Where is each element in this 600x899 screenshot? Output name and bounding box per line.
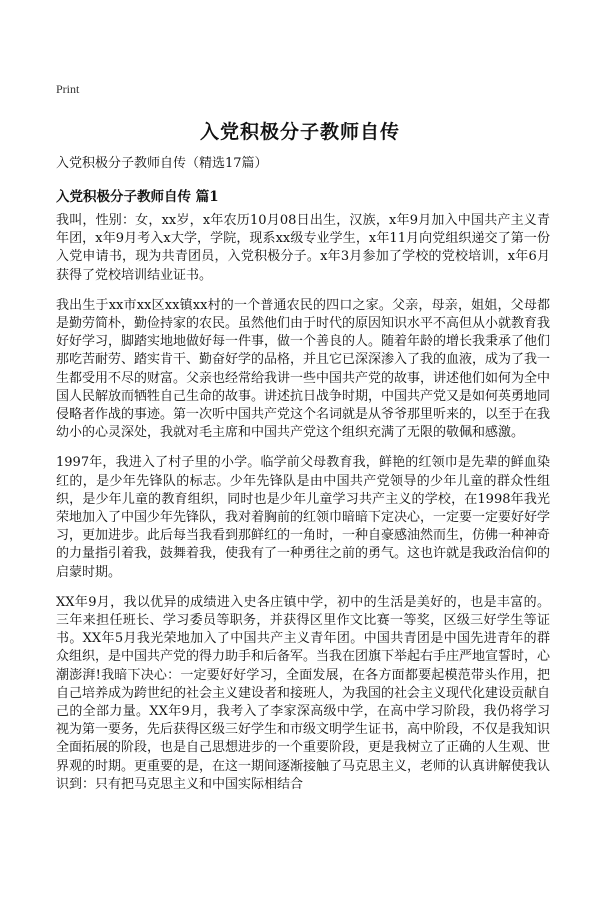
document-subtitle: 入党积极分子教师自传（精选17篇）	[56, 156, 268, 171]
paragraph-4: XX年9月，我以优异的成绩进入史各庄镇中学，初中的生活是美好的，也是丰富的。三年来担任班长、学习委员等职务，并获得区里作文比赛一等奖，区级三好学生等证书。XX年5月我光荣地加入了中国共产主义青年团。中国共青团是中国先进青年的群众组织，是中国共产党的得力助手和后备军。当我在团旗下举起右手庄严地宣誓时，心潮澎湃!我暗下决心：一定要好好学习，全面发展，在各方面都要起模范带头作用，把自己培养成为跨世纪的社会主义建设者和接班人，为我国的社会主义现代化建设贡献自己的全部力量。XX年9月，我考入了李家深高级中学，在高中学习阶段，我仍将学习视为第一要务，先后获得区级三好学生和市级文明学生证书，高中阶段，不仅是我知识全面拓展的阶段，也是自己思想进步的一个重要阶段，更是我树立了正确的人生观、世界观的时期。更重要的是，在这一期间逐渐接触了马克思主义，老师的认真讲解使我认识到：只有把马克思主义和中国实际相结合	[56, 594, 551, 792]
print-link[interactable]: Print	[56, 82, 80, 96]
paragraph-1: 我叫，性别：女，xx岁，x年农历10月08日出生，汉族，x年9月加入中国共产主义青年团，x年9月考入x大学，学院，现系xx级专业学生，x年11月向党组织递交了第一份入党申请书，现为共青团员，入党积极分子。x年3月参加了学校的党校培训，x年6月获得了党校培训结业证书。	[56, 213, 550, 283]
page-title: 入党积极分子教师自传	[199, 121, 400, 143]
paragraph-3: 1997年，我进入了村子里的小学。临学前父母教育我，鲜艳的红领巾是先辈的鲜血染红的，是少年先锋队的标志。少年先锋队是由中国共产党领导的少年儿童的群众性组织，是少年儿童的教育组织，同时也是少年儿童学习共产主义的学校，在1998年我光荣地加入了中国少年先锋队，我对着胸前的红领巾暗暗下定决心，一定要一定要好好学习，更加进步。此后每当我看到那鲜红的一角时，一种自豪感油然而生，仿佛一种神奇的力量指引着我，鼓舞着我，使我有了一种勇往之前的勇气。这也许就是我政治信仰的启蒙时期。	[56, 455, 551, 580]
section-heading: 入党积极分子教师自传 篇1	[56, 189, 219, 205]
paragraph-2: 我出生于xx市xx区xx镇xx村的一个普通农民的四口之家。父亲，母亲，姐姐，父母都是勤劳简朴，勤俭持家的农民。虽然他们由于时代的原因知识水平不高但从小就教育我好好学习，脚踏实地地做好每一件事，做一个善良的人。随着年龄的增长我秉承了他们那吃苦耐劳、踏实肯干、勤奋好学的品格，并且它已深深渗入了我的血液，成为了我一生都受用不尽的财富。父亲也经常给我讲一些中国共产党的故事，讲述他们如何为全中国人民解放而牺牲自己生命的故事。讲述抗日战争时期，中国共产党又是如何英勇地同侵略者作战的事迹。第一次听中国共产党这个名词就是从爷爷那里听来的，以至于在我幼小的心灵深处，我就对毛主席和中国共产党这个组织充满了无限的敬佩和感激。	[56, 297, 551, 441]
article-body	[56, 212, 550, 806]
